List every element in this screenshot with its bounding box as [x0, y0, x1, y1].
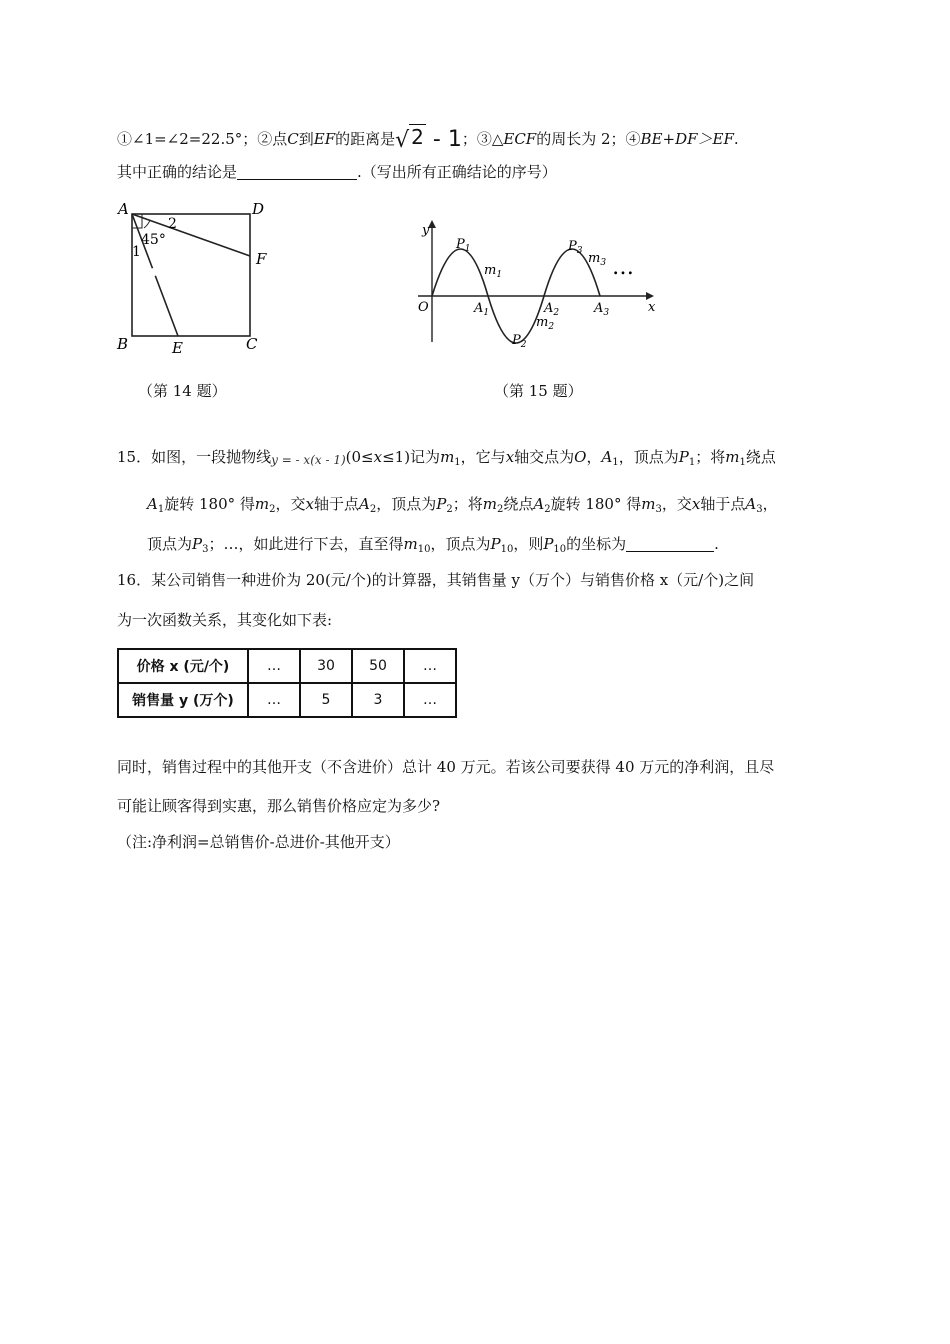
q16-note: （注:净利润=总销售价-总进价-其他开支） [117, 833, 400, 851]
ellipsis-dots: … [612, 255, 634, 280]
label-y: y [422, 223, 430, 238]
label-e: E [172, 339, 183, 357]
label-m2: $m_2$ [536, 315, 555, 332]
label-m1: $m_1$ [484, 263, 503, 280]
table-row-sales [118, 683, 456, 717]
answer-blank-q15[interactable] [626, 535, 714, 552]
table-header-sales: 销售量 y (万个) [118, 683, 248, 717]
q15-line-3: 顶点为$P_3$；…，如此进行下去，直至得$m_{10}$，顶点为$P_{10}$，则$P_{10}$的坐标为 . [147, 535, 719, 555]
table-cell: … [404, 683, 456, 717]
label-o: O [418, 300, 429, 315]
label-d: D [252, 200, 265, 218]
table-cell: 3 [352, 683, 404, 717]
table-cell: 30 [300, 649, 352, 683]
label-angle-2: 2 [168, 216, 177, 232]
label-a: A [118, 200, 129, 218]
q15-line-1: 15．如图，一段抛物线y = - x(x - 1)(0≤x≤1)记为$m_1$，它与x轴交点为O，$A_1$，顶点为$P_1$；将$m_1$绕点 [117, 448, 776, 468]
q14-conclusions: ①∠1=∠2=22.5°；②点C到EF的距离是√ 2 - 1；③△ECF的周长为 2；④BE+DF＞EF. [117, 125, 739, 153]
price-sales-table [117, 648, 457, 718]
curve-m1 [432, 249, 488, 296]
angle-arc [144, 220, 150, 228]
q16-line-1: 16．某公司销售一种进价为 20(元/个)的计算器，其销售量 y（万个）与销售价格 x（元/个)之间 [117, 571, 755, 589]
table-cell: … [404, 649, 456, 683]
table-header-price: 价格 x (元/个) [118, 649, 248, 683]
figure-15 [408, 212, 668, 352]
q15-line-2: $A_1$旋转 180° 得$m_2$，交x轴于点$A_2$，顶点为$P_2$；将$m_2$绕点$A_2$旋转 180° 得$m_3$，交x轴于点$A_3$， [147, 495, 778, 515]
table-cell: … [248, 649, 300, 683]
label-angle-1: 1 [132, 244, 141, 260]
label-x: x [648, 300, 656, 315]
figure-14 [112, 198, 282, 358]
q16-line-2: 为一次函数关系，其变化如下表: [117, 611, 333, 629]
q16-line-3: 同时，销售过程中的其他开支（不含进价）总计 40 万元。若该公司要获得 40 万元的净利润，且尽 [117, 758, 775, 776]
table-cell: … [248, 683, 300, 717]
answer-blank[interactable] [237, 163, 357, 180]
label-a1: $A_1$ [474, 301, 490, 318]
table-row-price [118, 649, 456, 683]
label-f: F [256, 250, 267, 268]
q14-prompt: 其中正确的结论是 .（写出所有正确结论的序号） [117, 163, 557, 181]
label-a2: $A_2$ [544, 301, 560, 318]
sqrt-symbol: √ [395, 128, 410, 153]
label-a3: $A_3$ [594, 301, 610, 318]
x-axis-arrow-icon [646, 292, 654, 300]
label-p1: $P_1$ [456, 237, 471, 254]
label-p3: $P_3$ [568, 239, 583, 256]
caption-fig15: （第 15 题） [494, 382, 583, 400]
q16-line-4: 可能让顾客得到实惠，那么销售价格应定为多少? [117, 797, 441, 815]
label-m3: $m_3$ [588, 251, 607, 268]
table-cell: 5 [300, 683, 352, 717]
label-p2: $P_2$ [512, 333, 527, 350]
label-45deg: 45° [141, 232, 166, 248]
label-c: C [246, 335, 258, 353]
caption-fig14: （第 14 题） [138, 382, 227, 400]
table-cell: 50 [352, 649, 404, 683]
label-b: B [117, 335, 129, 353]
